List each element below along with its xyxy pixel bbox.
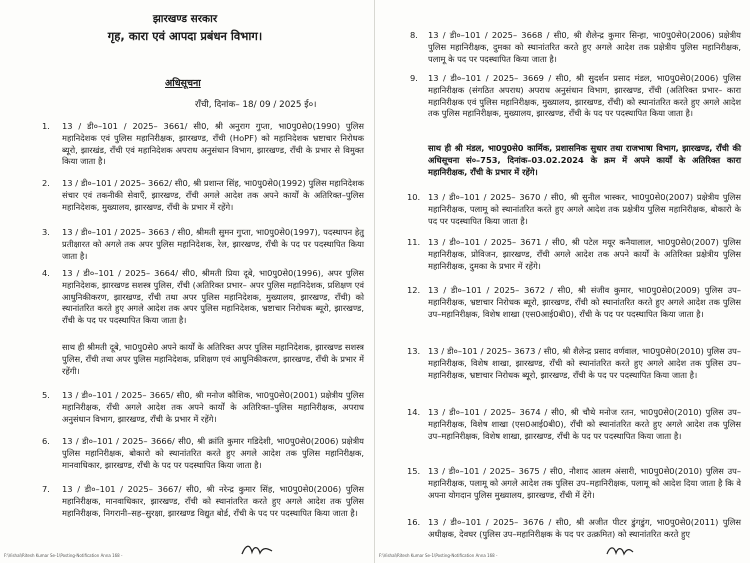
item-text: 13 / डी०–101 / 2025– 3669 / सी0, श्री सुदर्शन प्रसाद मंडल, भा0पु0से0(2006) पुलिस महानिरीक्षक (संगठित अपराध) अपराध अनुसंधान विभाग, झारखण्ड, राँची (अतिरिक्त प्रभार– कारा महानिरीक्षक एवं पुलिस महानिरीक्षक, मुख्यालय, झारखण्ड, राँची) को स्थानांतरित करते हुए अगले आदेश तक पुलिस महानिरीक्षक, मुख्यालय, झारखण्ड, राँची के पद पर पदस्थापित किया जाता है।: [428, 73, 741, 119]
item-number: 1.: [42, 121, 50, 131]
notification-date: राँची, दिनांक– 18/ 09 / 2025 ई०।: [195, 100, 317, 110]
item-number: 16.: [407, 517, 421, 527]
item-text: 13 / डी०–101 / 2025– 3664/ सी0, श्रीमती प्रिया दूबे, भा0पु0से0(1996), अपर पुलिस महानिदेशक, झारखण्ड सशस्त्र पुलिस, राँची (अतिरिक्त प्रभार– अपर पुलिस महानिदेशक, प्रशिक्षण एवं आधुनिकीकरण, झारखण्ड, राँची तथा अपर पुलिस महानिदेशक, मुख्यालय, झारखण्ड, राँची) को स्थानांतरित करते हुए अगले आदेश तक अपर पुलिस महानिदेशक, भ्रष्टाचार निरोधक ब्यूरो, झारखण्ड, राँची के पद पर पदस्थापित किया जाता है।: [62, 268, 364, 326]
item-text: 13 / डी०–101 / 2025– 3675 / सी0, नौशाद आलम अंसारी, भा0पु0से0(2010) पुलिस उप–महानिरीक्षक, पलामू को अगले आदेश तक पुलिस उप–महानिरीक्षक, पलामू को आदेश दिया जाता है कि वे अपना योगदान पुलिस मुख्यालय, झारखण्ड, राँची में देंगे।: [428, 466, 741, 500]
notification-title: अधिसूचना: [165, 78, 201, 89]
item-text: 13 / डी०–101 / 2025– 3666/ सी0, श्री क्रांति कुमार गडिदेशी, भा0पु0से0(2006) प्रक्षेत्रीय पुलिस महानिरीक्षक, बोकारो को स्थानांतरित करते हुए अगले आदेश तक पुलिस महानिरीक्षक, मानवाधिकार, झारखण्ड, राँची के पद पर पदस्थापित किया जाता है।: [62, 436, 364, 470]
item-number: 4.: [42, 268, 50, 278]
item-number: 3.: [42, 227, 50, 237]
government-header: झारखण्ड सरकार: [152, 13, 218, 25]
signature-initial: [605, 544, 635, 558]
item-number: 11.: [407, 237, 421, 247]
item-number: 9.: [410, 73, 418, 83]
item-number: 7.: [42, 484, 50, 494]
item-text: 13 / डी०–101 / 2025– 3668 / सी0, श्री शैलेन्द्र कुमार सिन्हा, भा0पु0से0(2006) प्रक्षेत्रीय पुलिस महानिरीक्षक, दुमका को स्थानांतरित करते हुए अगले आदेश तक प्रक्षेत्रीय पुलिस महानिरीक्षक, पलामू के पद पर पदस्थापित किया जाता है।: [428, 30, 741, 64]
item-number: 13.: [407, 346, 421, 356]
item-text: 13 / डी०–101 / 2025– 3667/ सी0, श्री नरेन्द्र कुमार सिंह, भा0पु0से0(2006) पुलिस महानिरीक्षक, मानवाधिकार, झारखण्ड, राँची को स्थानांतरित करते हुए अगले आदेश तक पुलिस महानिरीक्षक, निगरानी–सह–सुरक्षा, झारखण्ड विद्युत बोर्ड, राँची के पद पर पदस्थापित किया जाता है।: [62, 484, 364, 518]
file-path-footer: F:\Vishal\Ritesh Kumar Se-1\Posting-Notification Anna 168 -: [4, 553, 123, 558]
item-continuation: साथ ही श्रीमती दूबे, भा0पु0से0 अपने कार्यों के अतिरिक्त अपर पुलिस महानिदेशक, झारखण्ड सशस्त्र पुलिस, राँची तथा अपर पुलिस महानिदेशक, प्रशिक्षण एवं आधुनिकीकरण, झारखण्ड, राँची के प्रभार में रहेंगी।: [62, 342, 364, 376]
item-number: 2.: [42, 178, 50, 188]
item-text: 13 / डी०–101 / 2025– 3662/ सी0, श्री प्रशान्त सिंह, भा0पु0से0(1992) पुलिस महानिदेशक संचार एवं तकनीकी सेवाएँ, झारखण्ड, राँची अगले आदेश तक अपने कार्यों के अतिरिक्त–पुलिस महानिदेशक, मुख्यालय, झारखण्ड, राँची के प्रभार में रहेंगे।: [62, 178, 364, 212]
item-text: 13 / डी०–101 / 2025– 3674 / सी0, श्री चौथे मनोज रतन, भा0पु0से0(2010) पुलिस उप–महानिरीक्षक, विशेष शाखा (एस0आई0बी0), राँची को स्थानांतरित करते हुए अगले आदेश तक पुलिस उप–महानिरीक्षक, विशेष शाखा, झारखण्ड, राँची के पद पर पदस्थापित किया जाता है।: [428, 407, 741, 441]
item-text: 13 / डी०–101 / 2025– 3676 / सी0, श्री अजीत पीटर डुंगडुंग, भा0पु0से0(2011) पुलिस अधीक्षक, देवघर (पुलिस उप–महानिरीक्षक के पद पर उत्क्रमित) को स्थानांतरित करते हुए: [428, 517, 741, 539]
item-text: 13 / डी०–101 / 2025– 3670 / सी0, श्री सुनील भास्कर, भा0पु0से0(2007) प्रक्षेत्रीय पुलिस महानिरीक्षक, पलामू को स्थानांतरित करते हुए अगले आदेश तक प्रक्षेत्रीय पुलिस महानिरीक्षक, बोकारो के पद पर पदस्थापित किया जाता है।: [428, 192, 741, 226]
item-text: 13 / डी०–101 / 2025– 3663 / सी0, श्रीमती सुमन गुप्ता, भा0पु0से0(1997), पदस्थापन हेतु प्रतीक्षारत को अगले तक अपर पुलिस महानिदेशक, रेल, झारखण्ड, राँची के पद पर पदस्थापित किया जाता है।: [62, 227, 364, 261]
item-text: 13 / डी०–101 / 2025– 3671 / सी0, श्री पटेल मयूर कनैयालाल, भा0पु0से0(2007) पुलिस महानिरीक्षक, प्रोविजन, झारखण्ड, राँची अगले आदेश तक अपने कार्यों के अतिरिक्त प्रक्षेत्रीय पुलिस महानिरीक्षक, दुमका के प्रभार में रहेंगे।: [428, 237, 741, 271]
item-text: 13 / डी०–101 / 2025– 3673 / सी0, श्री शैलेन्द्र प्रसाद वर्णवाल, भा0पु0से0(2010) पुलिस उप–महानिरीक्षक, विशेष शाखा, झारखण्ड, राँची को स्थानांतरित करते हुए अगले आदेश तक पुलिस उप–महानिरीक्षक, भ्रष्टाचार निरोधक ब्यूरो, झारखण्ड, राँची के पद पर पदस्थापित किया जाता है।: [428, 346, 741, 380]
item-number: 8.: [410, 30, 418, 40]
page-divider: [374, 0, 375, 563]
file-path-footer: F:\Vishal\Ritesh Kumar Se-1\Posting-Notification Anna 168 -: [379, 553, 498, 558]
item-number: 14.: [407, 407, 421, 417]
item-text: 13 / डी०–101 / 2025– 3661/ सी0, श्री अनुराग गुप्ता, भा0पु0से0(1990) पुलिस महानिदेशक एवं पुलिस महानिरीक्षक, झारखण्ड, राँची (HoPF) को महानिदेशक भ्रष्टाचार निरोधक ब्यूरो, झारखंड, राँची एवं महानिदेशक अपराध अनुसंधान विभाग, झारखण्ड, राँची के प्रभार से विमुक्त किया जाता है।: [62, 121, 364, 167]
item-number: 5.: [42, 390, 50, 400]
item-continuation: साथ ही श्री मंडल, भा0पु0से0 कार्मिक, प्रशासनिक सुधार तथा राजभाषा विभाग, झारखण्ड, राँची की अधिसूचना सं०–753, दिनांक–03.02.2024 के क्रम में अपने कार्यों के अतिरिक्त कारा महानिरीक्षक, राँची के प्रभार में रहेंगे।: [428, 143, 741, 177]
item-number: 10.: [407, 192, 421, 202]
item-number: 6.: [42, 436, 50, 446]
item-text: 13 / डी०–101 / 2025– 3665/ सी0, श्री मनोज कौशिक, भा0पु0से0(2001) प्रक्षेत्रीय पुलिस महानिरीक्षक, राँची अगले आदेश तक अपने कार्यों के अतिरिक्त–पुलिस महानिरीक्षक, अपराध अनुसंधान विभाग, झारखण्ड, राँची के प्रभार में रहेंगे।: [62, 390, 364, 424]
signature-initial: [240, 542, 274, 558]
item-number: 12.: [407, 285, 421, 295]
item-text: 13 / डी०–101 / 2025– 3672 / सी0, श्री संजीव कुमार, भा0पु0से0(2009) पुलिस उप–महानिरीक्षक, भ्रष्टाचार निरोधक ब्यूरो, झारखण्ड, राँची को स्थानांतरित करते हुए अगले आदेश तक पुलिस उप–महानिरीक्षक, विशेष शाखा (एस0आई0बी0), राँची के पद पर पदस्थापित किया जाता है।: [428, 285, 741, 319]
department-header: गृह, कारा एवं आपदा प्रबंधन विभाग।: [107, 29, 263, 43]
item-number: 15.: [407, 466, 421, 476]
